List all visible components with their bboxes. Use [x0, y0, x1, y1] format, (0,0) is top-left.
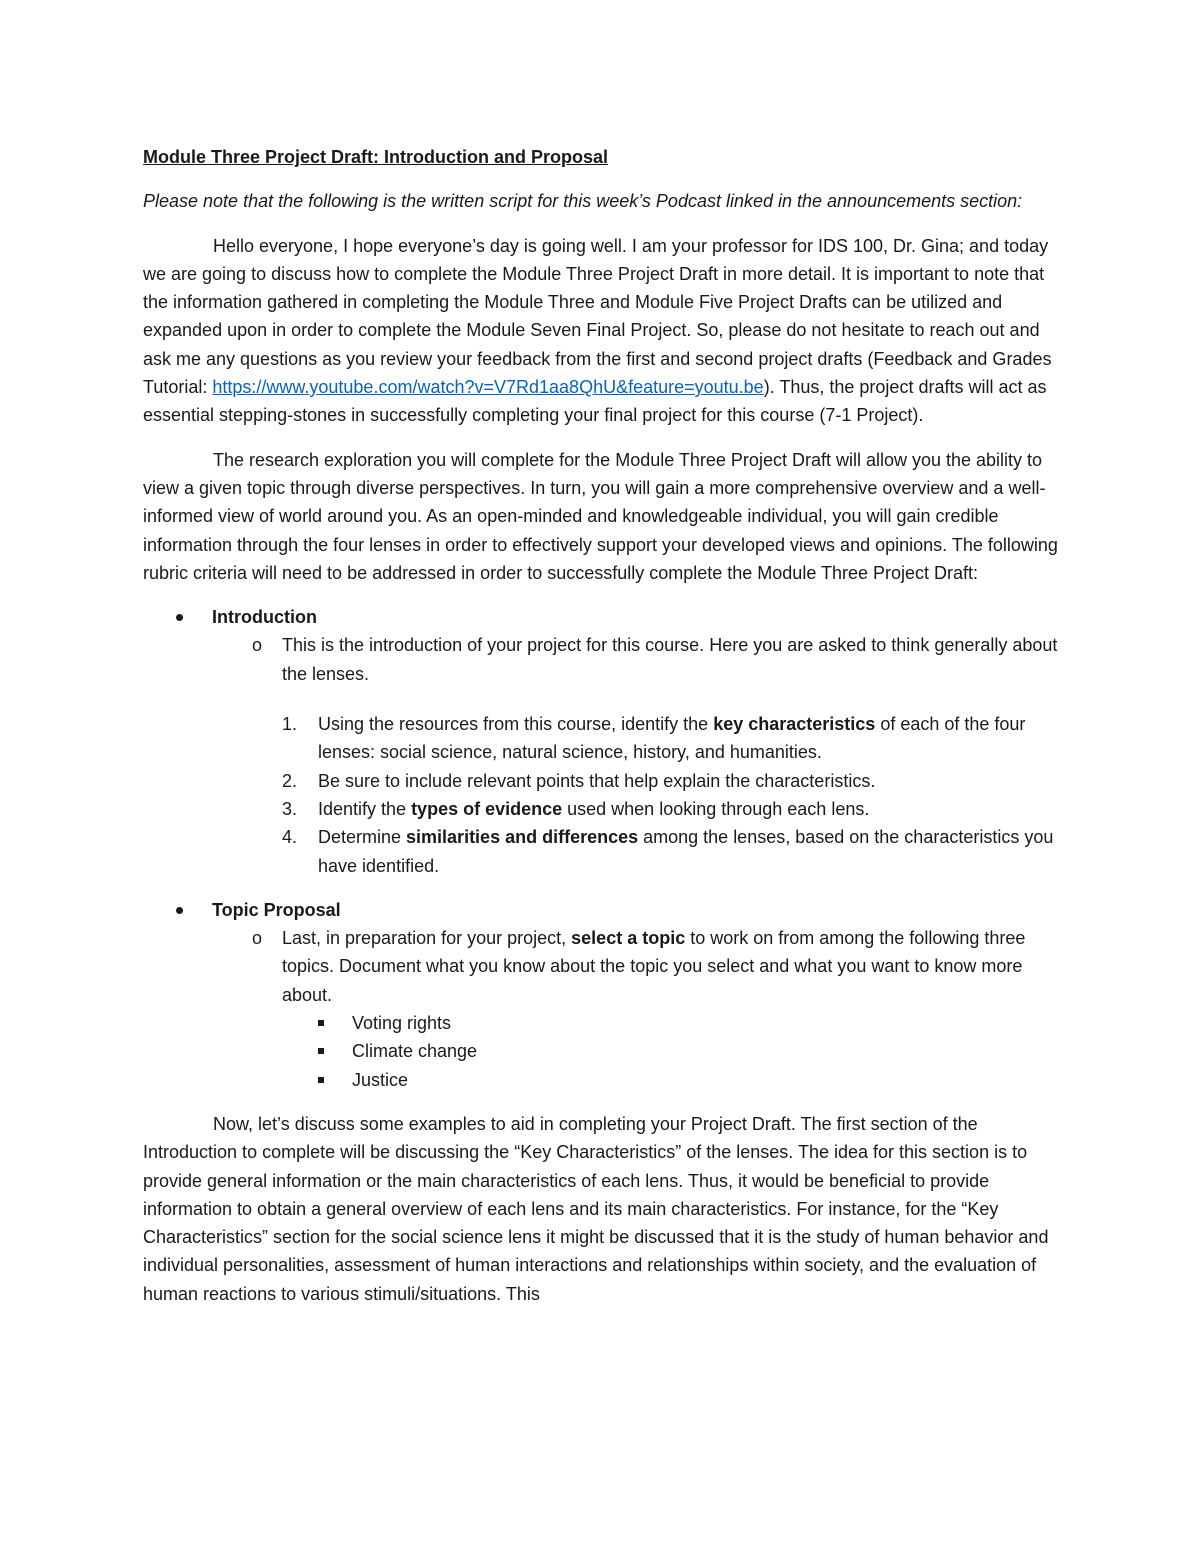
- rubric-list: [143, 603, 1058, 1094]
- circle-bullet-icon: o: [252, 635, 263, 656]
- rubric-sub-text: This is the introduction of your project for this course. Here you are asked to think generally about the lenses.: [282, 635, 1058, 684]
- list-item: 1. Using the resources from this course, identify the key characteristics of each of the four lenses: social science, natural science, history, and humanities.: [282, 714, 1026, 763]
- document-body: [143, 143, 1058, 1324]
- list-item: 3. Identify the types of evidence used when looking through each lens.: [282, 798, 870, 819]
- list-item: Climate change: [212, 1037, 1058, 1065]
- intro-paragraph-text: Hello everyone, I hope everyone’s day is going well. I am your professor for IDS 100, Dr. Gina; and today we are going to discuss how to complete the Module Three Project Draft in more detail. It is important to note that the information gathered in completing the Module Three and Module Five Project Drafts can be utilized and expanded upon in order to complete the Module Seven Final Project. So, please do not hesitate to reach out and ask me any questions as you review your feedback from the first and second project drafts (Feedback and Grades Tutorial:: [143, 235, 1052, 398]
- research-paragraph: The research exploration you will complete for the Module Three Project Draft will allow you the ability to view a given topic through diverse perspectives. In turn, you will gain a more comprehensive overview and a well-informed view of world around you. As an open-minded and knowledgeable individual, you will gain credible information through the four lenses in order to effectively support your developed views and opinions. The following rubric criteria will need to be addressed in order to successfully complete the Module Three Project Draft:: [143, 449, 1058, 583]
- bullet-icon: [176, 614, 183, 621]
- circle-bullet-icon: o: [252, 928, 263, 949]
- list-item: Voting rights: [212, 1009, 1058, 1037]
- rubric-sub-item: o Last, in preparation for your project, select a topic to work on from among the following three topics. Document what you know about the topic you select and what you want to know more about.: [212, 924, 1058, 1009]
- topic-list: [212, 1009, 1058, 1094]
- rubric-heading: Introduction: [212, 607, 317, 628]
- square-bullet-icon: [318, 1077, 324, 1083]
- rubric-item-introduction: [143, 603, 1058, 880]
- list-item: 2. Be sure to include relevant points that help explain the characteristics.: [282, 770, 876, 791]
- intro-paragraph: [143, 232, 1058, 430]
- square-bullet-icon: [318, 1020, 324, 1026]
- numbered-list: [212, 710, 1058, 880]
- rubric-item-topic-proposal: [143, 896, 1058, 1094]
- square-bullet-icon: [318, 1048, 324, 1054]
- list-item: Justice: [212, 1066, 1058, 1094]
- intro-paragraph-text-end: ). Thus, the project drafts will act as essential stepping-stones in successfully completing your final project for this course (7-1 Project).: [143, 377, 1047, 426]
- page-title: Module Three Project Draft: Introduction and Proposal: [143, 147, 609, 167]
- bullet-icon: [176, 907, 183, 914]
- list-item: 4. Determine similarities and differences among the lenses, based on the characteristics you have identified.: [282, 827, 1054, 876]
- podcast-note: Please note that the following is the written script for this week’s Podcast linked in the announcements section:: [143, 191, 1023, 212]
- rubric-sub-item: [212, 631, 1058, 688]
- tutorial-link[interactable]: https://www.youtube.com/watch?v=V7Rd1aa8QhU&feature=youtu.be: [212, 377, 764, 398]
- rubric-heading: Topic Proposal: [212, 899, 341, 920]
- examples-paragraph: Now, let’s discuss some examples to aid in completing your Project Draft. The first section of the Introduction to complete will be discussing the “Key Characteristics” of the lenses. The idea for this section is to provide general information or the main characteristics of each lens. Thus, it would be beneficial to provide information to obtain a general overview of each lens and its main characteristics. For instance, for the “Key Characteristics” section for the social science lens it might be discussed that it is the study of human behavior and individual personalities, assessment of human interactions and relationships within society, and the evaluation of human reactions to various stimuli/situations. This: [143, 1113, 1049, 1304]
